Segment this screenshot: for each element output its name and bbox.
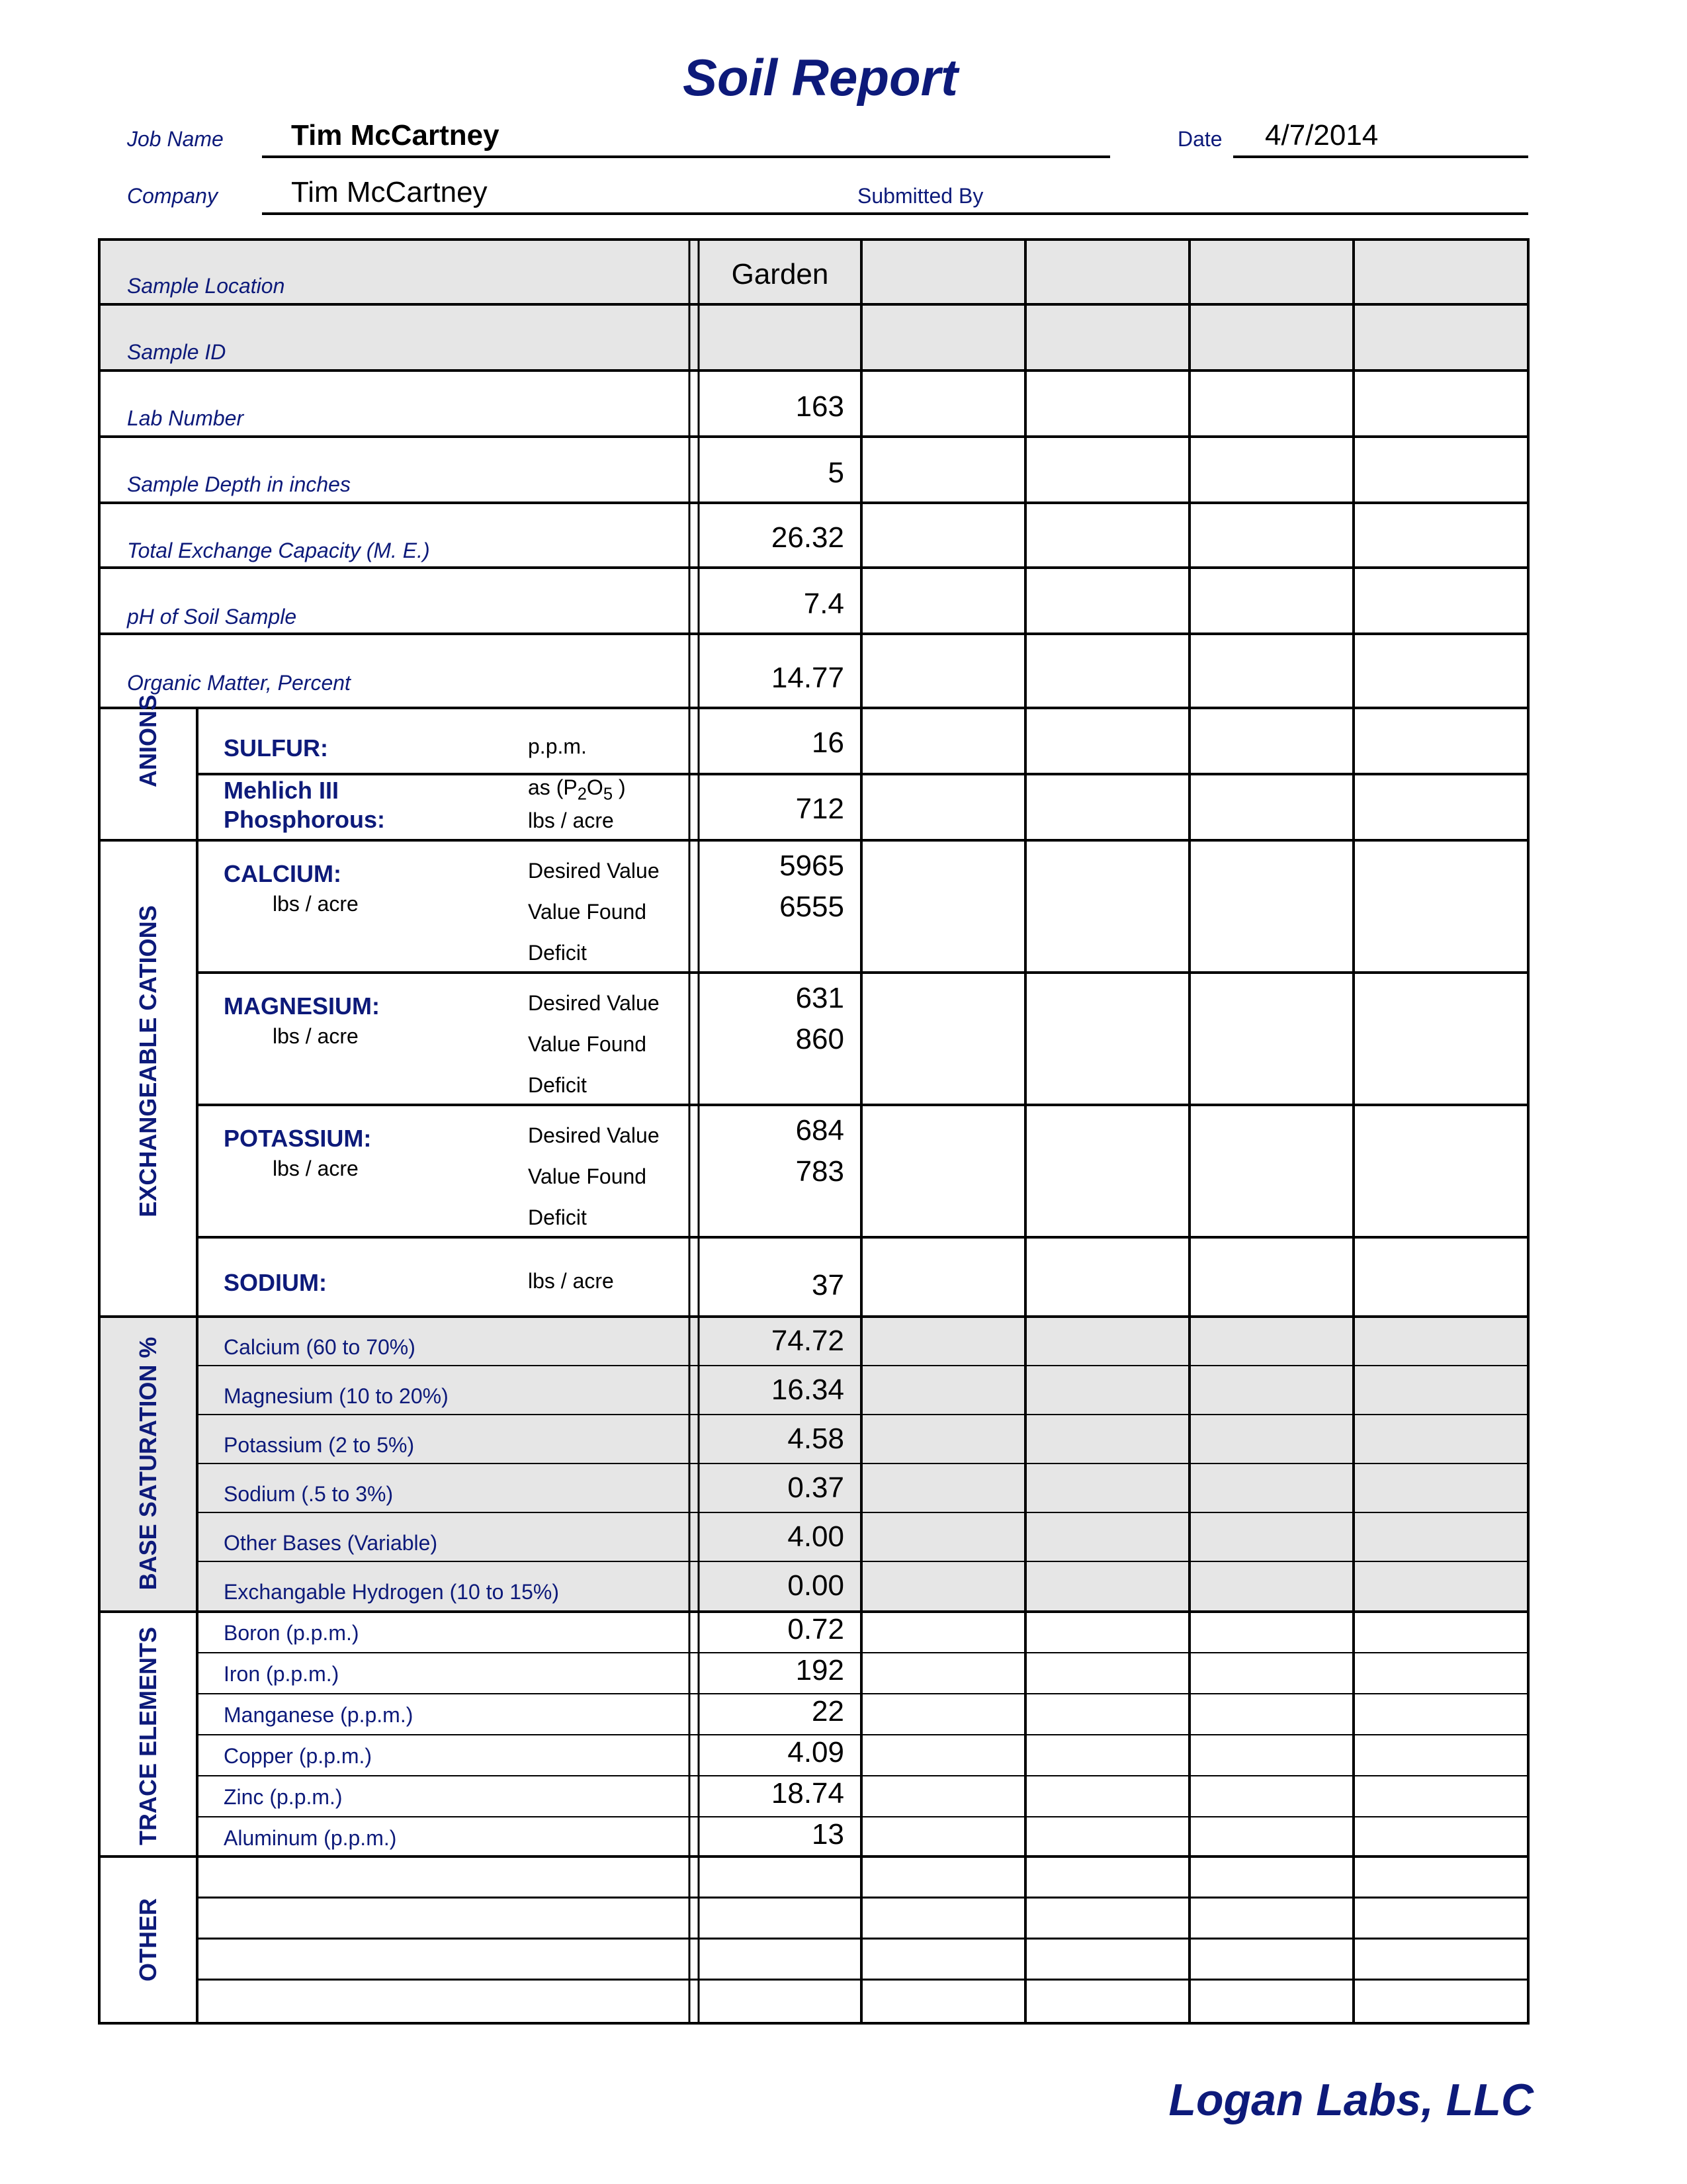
sodium-label: SODIUM:	[224, 1269, 327, 1296]
section-anions: ANIONS	[134, 695, 161, 788]
phosphorous-value: 712	[795, 793, 844, 825]
base-row-value: 0.37	[787, 1471, 844, 1504]
shade-sample-id	[99, 304, 1528, 371]
trace-row-label: Copper (p.p.m.)	[224, 1744, 372, 1768]
trace-row-label: Boron (p.p.m.)	[224, 1621, 359, 1645]
phosphorous-label-2: Phosphorous:	[224, 806, 385, 833]
potassium-label: POTASSIUM:	[224, 1125, 372, 1152]
row-label: Sample Depth in inches	[127, 472, 351, 496]
base-row-value: 16.34	[771, 1374, 844, 1406]
magnesium-unit: lbs / acre	[273, 1024, 359, 1048]
base-row-label: Magnesium (10 to 20%)	[224, 1384, 449, 1408]
calcium-label: CALCIUM:	[224, 860, 341, 887]
lab-name-footer: Logan Labs, LLC	[1168, 2075, 1534, 2125]
calcium-deficit-label: Deficit	[528, 941, 587, 965]
tec-value: 26.32	[771, 521, 844, 554]
ph-value: 7.4	[803, 588, 844, 620]
base-row-label: Exchangable Hydrogen (10 to 15%)	[224, 1580, 559, 1604]
section-exchangeable-cations: EXCHANGEABLE CATIONS	[134, 905, 161, 1217]
trace-row-value: 18.74	[771, 1777, 844, 1810]
lab-number-value: 163	[795, 390, 844, 423]
row-label: pH of Soil Sample	[127, 605, 297, 629]
trace-row-value: 13	[812, 1818, 844, 1851]
base-row-value: 0.00	[787, 1569, 844, 1602]
row-label: Sample ID	[127, 340, 226, 364]
sodium-unit: lbs / acre	[528, 1269, 614, 1293]
base-row-label: Potassium (2 to 5%)	[224, 1433, 415, 1457]
calcium-desired-value: 5965	[779, 850, 844, 882]
trace-row-value: 192	[795, 1654, 844, 1686]
row-label: Total Exchange Capacity (M. E.)	[127, 539, 430, 562]
trace-row-value: 4.09	[787, 1736, 844, 1769]
trace-row-value: 0.72	[787, 1613, 844, 1645]
base-row-value: 4.00	[787, 1520, 844, 1553]
sodium-value: 37	[812, 1269, 844, 1301]
potassium-found-label: Value Found	[528, 1164, 647, 1188]
company-value: Tim McCartney	[291, 176, 488, 208]
submitted-by-label: Submitted By	[857, 184, 984, 208]
magnesium-found-value: 860	[795, 1023, 844, 1055]
calcium-found-value: 6555	[779, 891, 844, 923]
company-label: Company	[127, 184, 218, 208]
trace-row-label: Aluminum (p.p.m.)	[224, 1826, 397, 1850]
section-base-saturation: BASE SATURATION %	[134, 1336, 161, 1591]
phosphorous-unit-1: as ($P_2O_5$ )	[528, 775, 626, 804]
potassium-desired-value: 684	[795, 1114, 844, 1147]
section-trace-elements: TRACE ELEMENTS	[134, 1627, 161, 1846]
base-row-label: Calcium (60 to 70%)	[224, 1335, 415, 1359]
magnesium-found-label: Value Found	[528, 1032, 647, 1056]
sulfur-value: 16	[812, 726, 844, 759]
section-other: OTHER	[134, 1898, 161, 1982]
organic-matter-value: 14.77	[771, 662, 844, 694]
date-label: Date	[1178, 127, 1223, 151]
magnesium-label: MAGNESIUM:	[224, 992, 380, 1020]
base-row-label: Sodium (.5 to 3%)	[224, 1482, 394, 1506]
date-value: 4/7/2014	[1265, 119, 1379, 152]
potassium-found-value: 783	[795, 1155, 844, 1188]
trace-row-label: Iron (p.p.m.)	[224, 1662, 339, 1686]
sample-depth-value: 5	[828, 457, 844, 489]
magnesium-desired-value: 631	[795, 982, 844, 1014]
sample-location-value: Garden	[731, 258, 829, 290]
sulfur-label: SULFUR:	[224, 734, 328, 762]
calcium-desired-label: Desired Value	[528, 859, 660, 883]
phosphorous-unit-2: lbs / acre	[528, 808, 614, 832]
sulfur-unit: p.p.m.	[528, 734, 587, 758]
magnesium-deficit-label: Deficit	[528, 1073, 587, 1097]
trace-row-label: Manganese (p.p.m.)	[224, 1703, 413, 1727]
magnesium-desired-label: Desired Value	[528, 991, 660, 1015]
potassium-desired-label: Desired Value	[528, 1123, 660, 1147]
base-row-label: Other Bases (Variable)	[224, 1531, 438, 1555]
job-name-value: Tim McCartney	[291, 119, 499, 152]
base-row-value: 74.72	[771, 1325, 844, 1357]
trace-row-value: 22	[812, 1695, 844, 1727]
base-row-value: 4.58	[787, 1422, 844, 1455]
trace-row-label: Zinc (p.p.m.)	[224, 1785, 343, 1809]
calcium-unit: lbs / acre	[273, 892, 359, 916]
row-label: Organic Matter, Percent	[127, 671, 351, 695]
row-label: Lab Number	[127, 406, 244, 430]
job-name-label: Job Name	[127, 127, 224, 151]
potassium-deficit-label: Deficit	[528, 1205, 587, 1229]
row-label: Sample Location	[127, 274, 285, 298]
page-title: Soil Report	[682, 48, 958, 107]
potassium-unit: lbs / acre	[273, 1157, 359, 1180]
phosphorous-label-1: Mehlich III	[224, 777, 339, 804]
calcium-found-label: Value Found	[528, 900, 647, 924]
